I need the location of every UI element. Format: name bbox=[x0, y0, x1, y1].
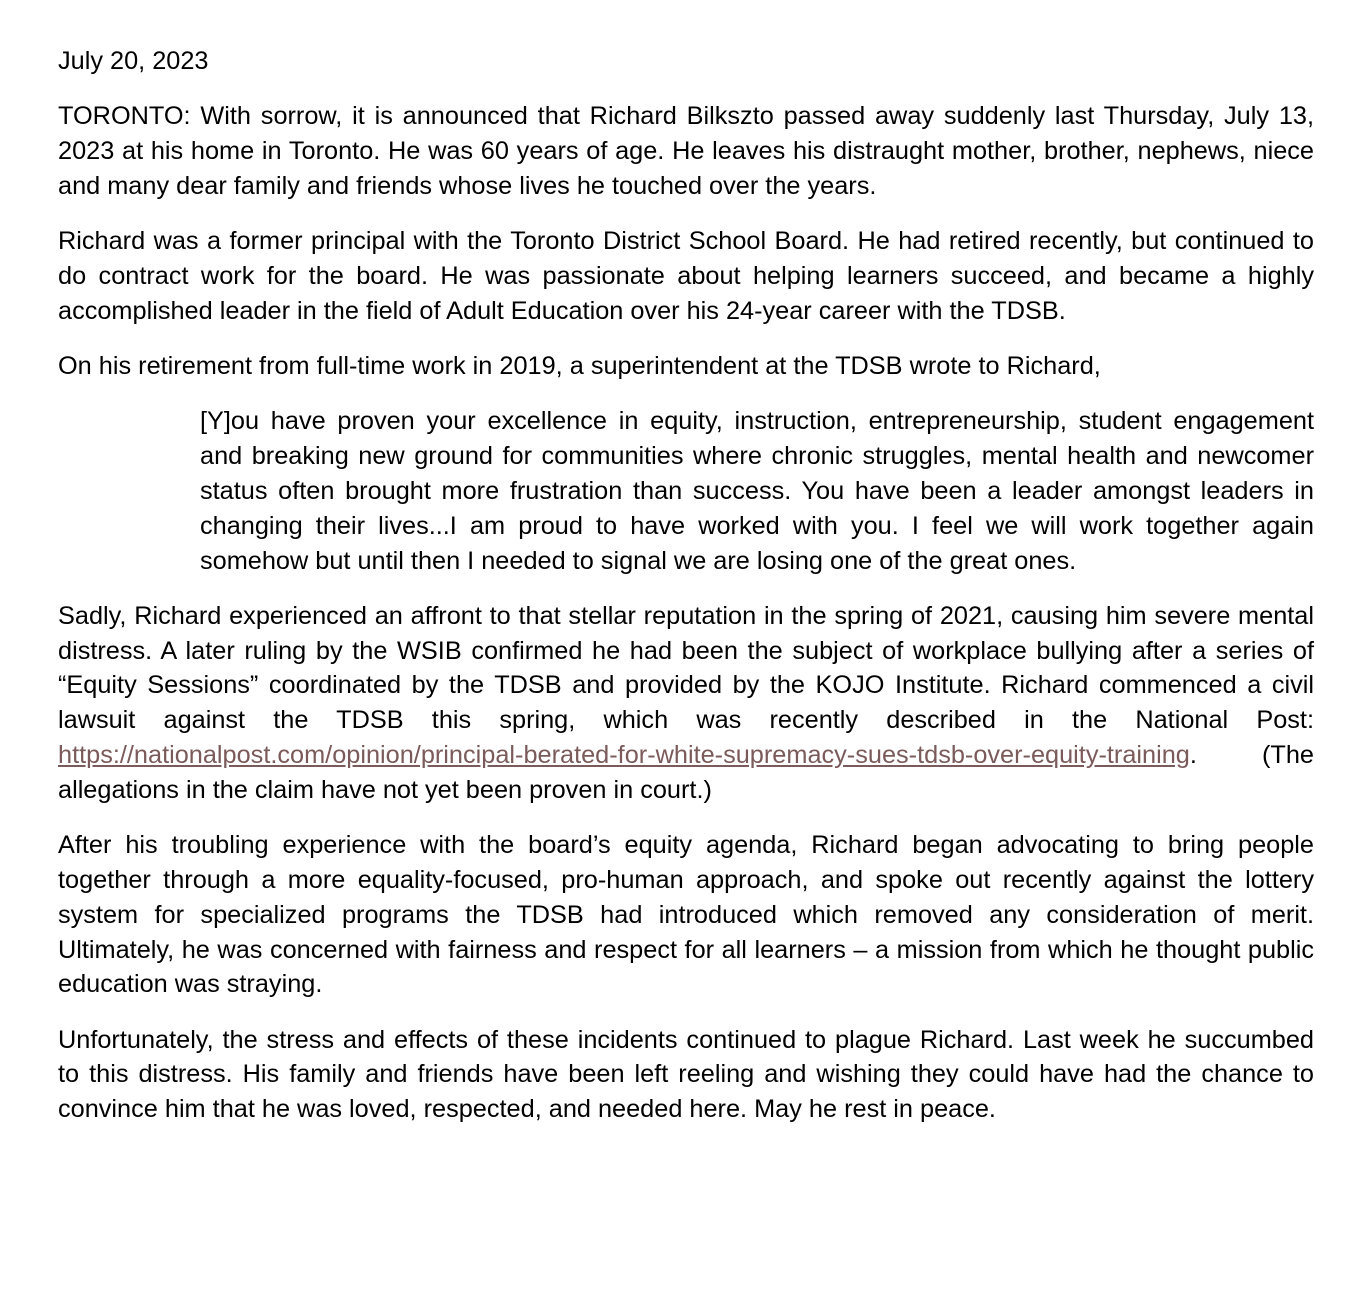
paragraph-retirement-intro: On his retirement from full-time work in 2019, a superintendent at the TDSB wrote to Richard, bbox=[58, 352, 1101, 381]
paragraph-announcement: TORONTO: With sorrow, it is announced that Richard Bilkszto passed away suddenly last Thursday, July 13, 2023 at his home in Toronto. He was 60 years of age. He leaves his distraught mother, brother, nephews, niece and many dear family and friends whose lives he touched over the years. bbox=[58, 102, 1314, 200]
block-quote: [Y]ou have proven your excellence in equity, instruction, entrepreneurship, student engagement and breaking new ground for communities where chronic struggles, mental health and newcomer status often brought more frustration than success. You have been a leader amongst leaders in changing their lives...I am proud to have worked with you. I feel we will work together again somehow but until then I needed to signal we are losing one of the great ones. bbox=[200, 407, 1314, 575]
paragraph-lawsuit bbox=[58, 599, 1314, 808]
paragraph-lawsuit-text-before: Sadly, Richard experienced an affront to that stellar reputation in the spring of 2021, causing him severe mental distress. A later ruling by the WSIB confirmed he had been the subject of workplace bullying after a series of “Equity Sessions” coordinated by the TDSB and provided by the KOJO Institute. Richard commenced a civil lawsuit against the TDSB this spring, which was recently described in the National Post: bbox=[58, 601, 1314, 735]
paragraph-lawsuit-text-after: . (The allegations in the claim have not yet been proven in court.) bbox=[58, 741, 1314, 804]
document-date: July 20, 2023 bbox=[58, 47, 209, 75]
national-post-link[interactable]: https://nationalpost.com/opinion/principal-berated-for-white-supremacy-sues-tdsb-over-equity-training bbox=[58, 741, 1190, 770]
paragraph-closing: Unfortunately, the stress and effects of these incidents continued to plague Richard. Last week he succumbed to this distress. His family and friends have been left reeling and wishing they could have had the chance to convince him that he was loved, respected, and needed here. May he rest in peace. bbox=[58, 1025, 1314, 1124]
paragraph-career: Richard was a former principal with the Toronto District School Board. He had retired recently, but continued to do contract work for the board. He was passionate about helping learners succeed, and became a highly accomplished leader in the field of Adult Education over his 24-year career with the TDSB. bbox=[58, 227, 1314, 325]
paragraph-advocacy: After his troubling experience with the board’s equity agenda, Richard began advocating to bring people together through a more equality-focused, pro-human approach, and spoke out recently against the lottery system for specialized programs the TDSB had introduced which removed any consideration of merit. Ultimately, he was concerned with fairness and respect for all learners – a mission from which he thought public education was straying. bbox=[58, 831, 1314, 999]
